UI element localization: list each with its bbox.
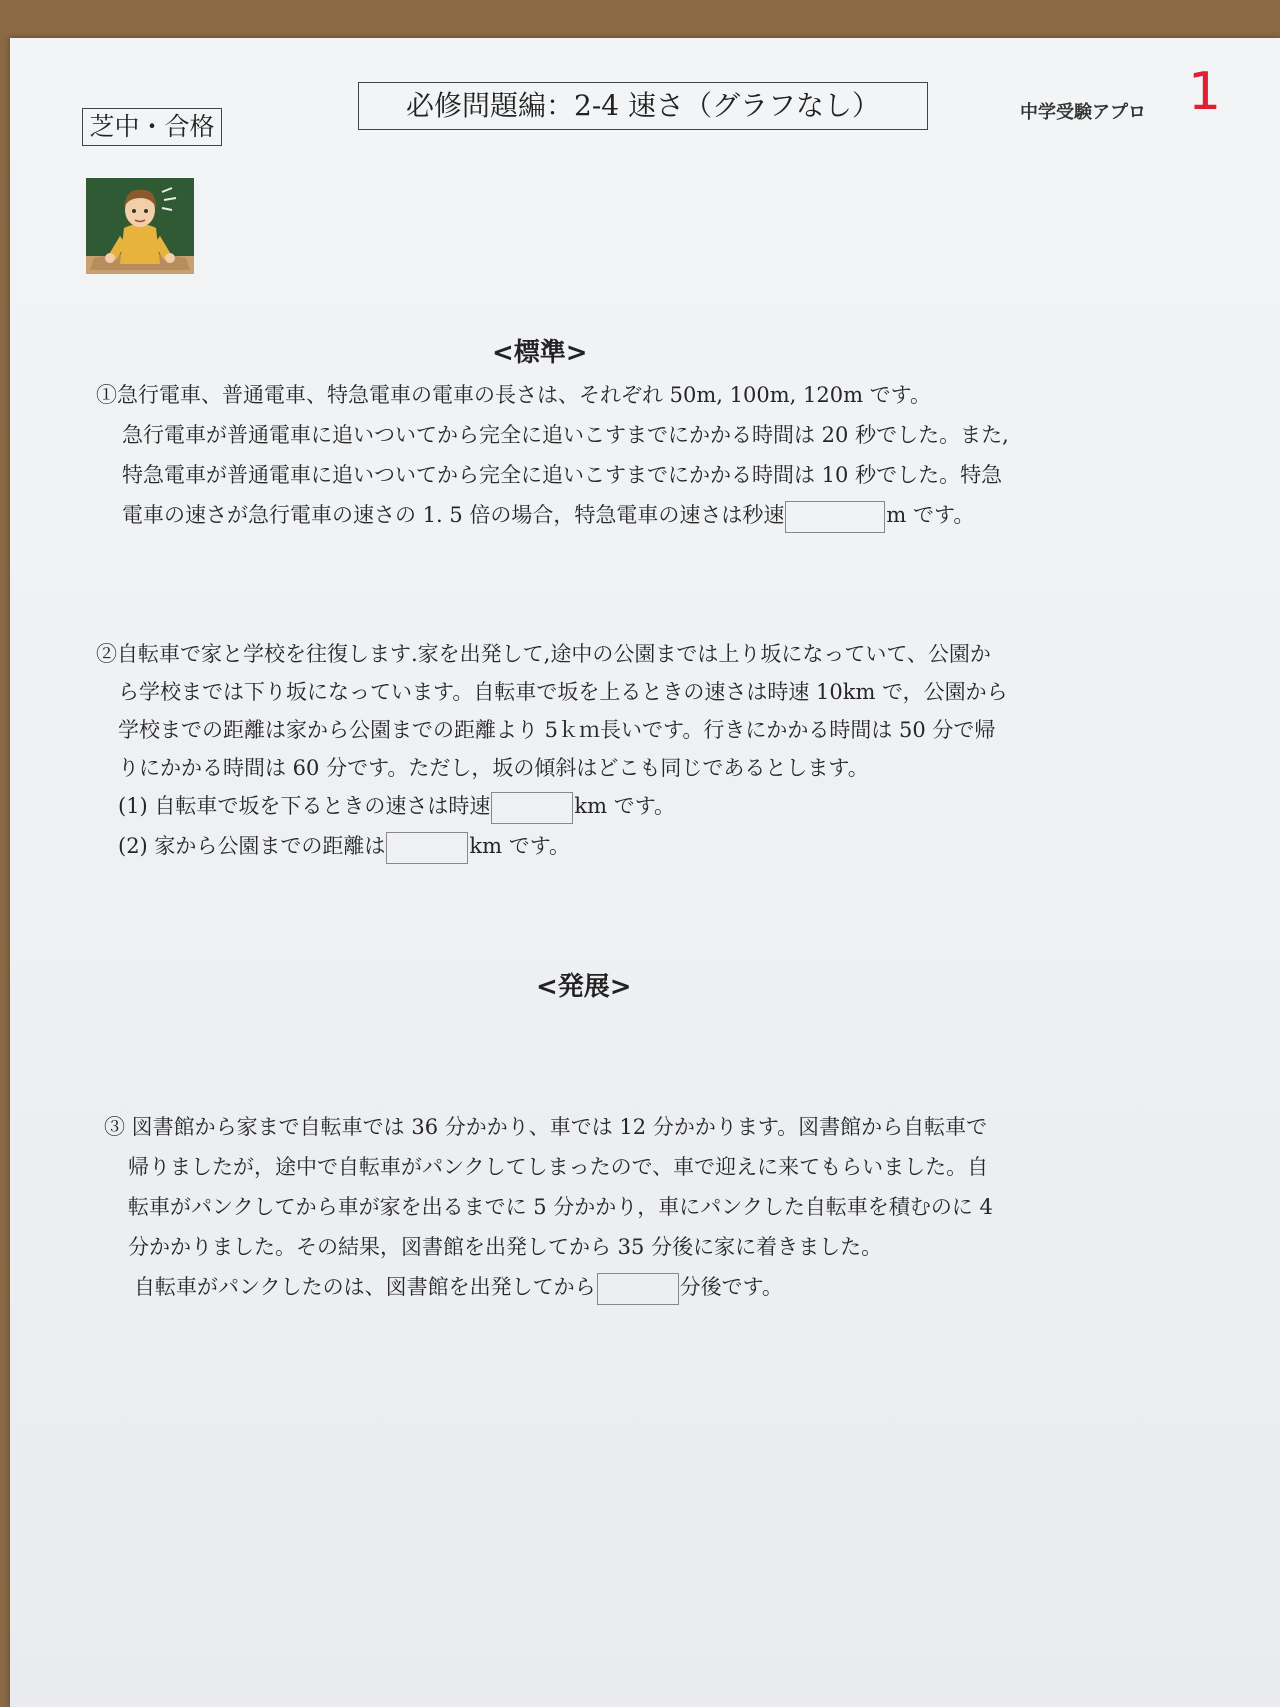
q2-line-1: ②自転車で家と学校を往復します.家を出発して,途中の公園までは上り坂になっていて、公園か <box>96 642 991 666</box>
q2-sub-2: (2) 家から公園までの距離は km です。 <box>118 829 570 864</box>
q1-line-2: 急行電車が普通電車に追いついてから完全に追いこすまでにかかる時間は 20 秒でした。また, <box>122 423 1009 447</box>
answer-box-q1[interactable] <box>785 501 885 533</box>
page-number: 1 <box>1188 62 1222 122</box>
section-heading-standard: <標準> <box>492 338 588 368</box>
answer-box-q2-2[interactable] <box>386 832 468 864</box>
q1-line-1: ①急行電車、普通電車、特急電車の電車の長さは、それぞれ 50m, 100m, 120m です。 <box>96 383 931 407</box>
q2-line-2: ら学校までは下り坂になっています。自転車で坂を上るときの速さは時速 10km で，公園から <box>118 680 1008 704</box>
section-heading-advanced: <発展> <box>536 972 632 1002</box>
worksheet-page <box>10 38 1280 1707</box>
teacher-illustration-icon <box>86 178 194 274</box>
q1-line-4: 電車の速さが急行電車の速さの 1. 5 倍の場合，特急電車の速さは秒速 m です。 <box>122 498 974 533</box>
q3-line-4: 分かかりました。その結果，図書館を出発してから 35 分後に家に着きました。 <box>128 1235 883 1259</box>
q2-line-4: りにかかる時間は 60 分です。ただし，坂の傾斜はどこも同じであるとします。 <box>118 756 869 780</box>
answer-box-q3[interactable] <box>597 1273 679 1305</box>
q3-line-5: 自転車がパンクしたのは、図書館を出発してから 分後です。 <box>134 1270 783 1305</box>
q3-line-1: ③ 図書館から家まで自転車では 36 分かかり、車では 12 分かかります。図書館から自転車で <box>104 1115 988 1139</box>
school-label: 芝中・合格 <box>82 108 222 146</box>
answer-box-q2-1[interactable] <box>491 792 573 824</box>
q2-line-3: 学校までの距離は家から公園までの距離より 5ｋｍ長いです。行きにかかる時間は 50 分で帰 <box>118 718 996 742</box>
page-title: 必修問題編：2-4 速さ（グラフなし） <box>358 82 928 130</box>
q1-line-3: 特急電車が普通電車に追いついてから完全に追いこすまでにかかる時間は 10 秒でした。特急 <box>122 463 1003 487</box>
q2-sub-1: (1) 自転車で坂を下るときの速さは時速 km です。 <box>118 789 675 824</box>
brand-label: 中学受験アプロ <box>1020 102 1146 123</box>
q3-line-2: 帰りましたが，途中で自転車がパンクしてしまったので、車で迎えに来てもらいました。自 <box>128 1155 989 1179</box>
q3-line-3: 転車がパンクしてから車が家を出るまでに 5 分かかり，車にパンクした自転車を積むのに 4 <box>128 1195 993 1219</box>
